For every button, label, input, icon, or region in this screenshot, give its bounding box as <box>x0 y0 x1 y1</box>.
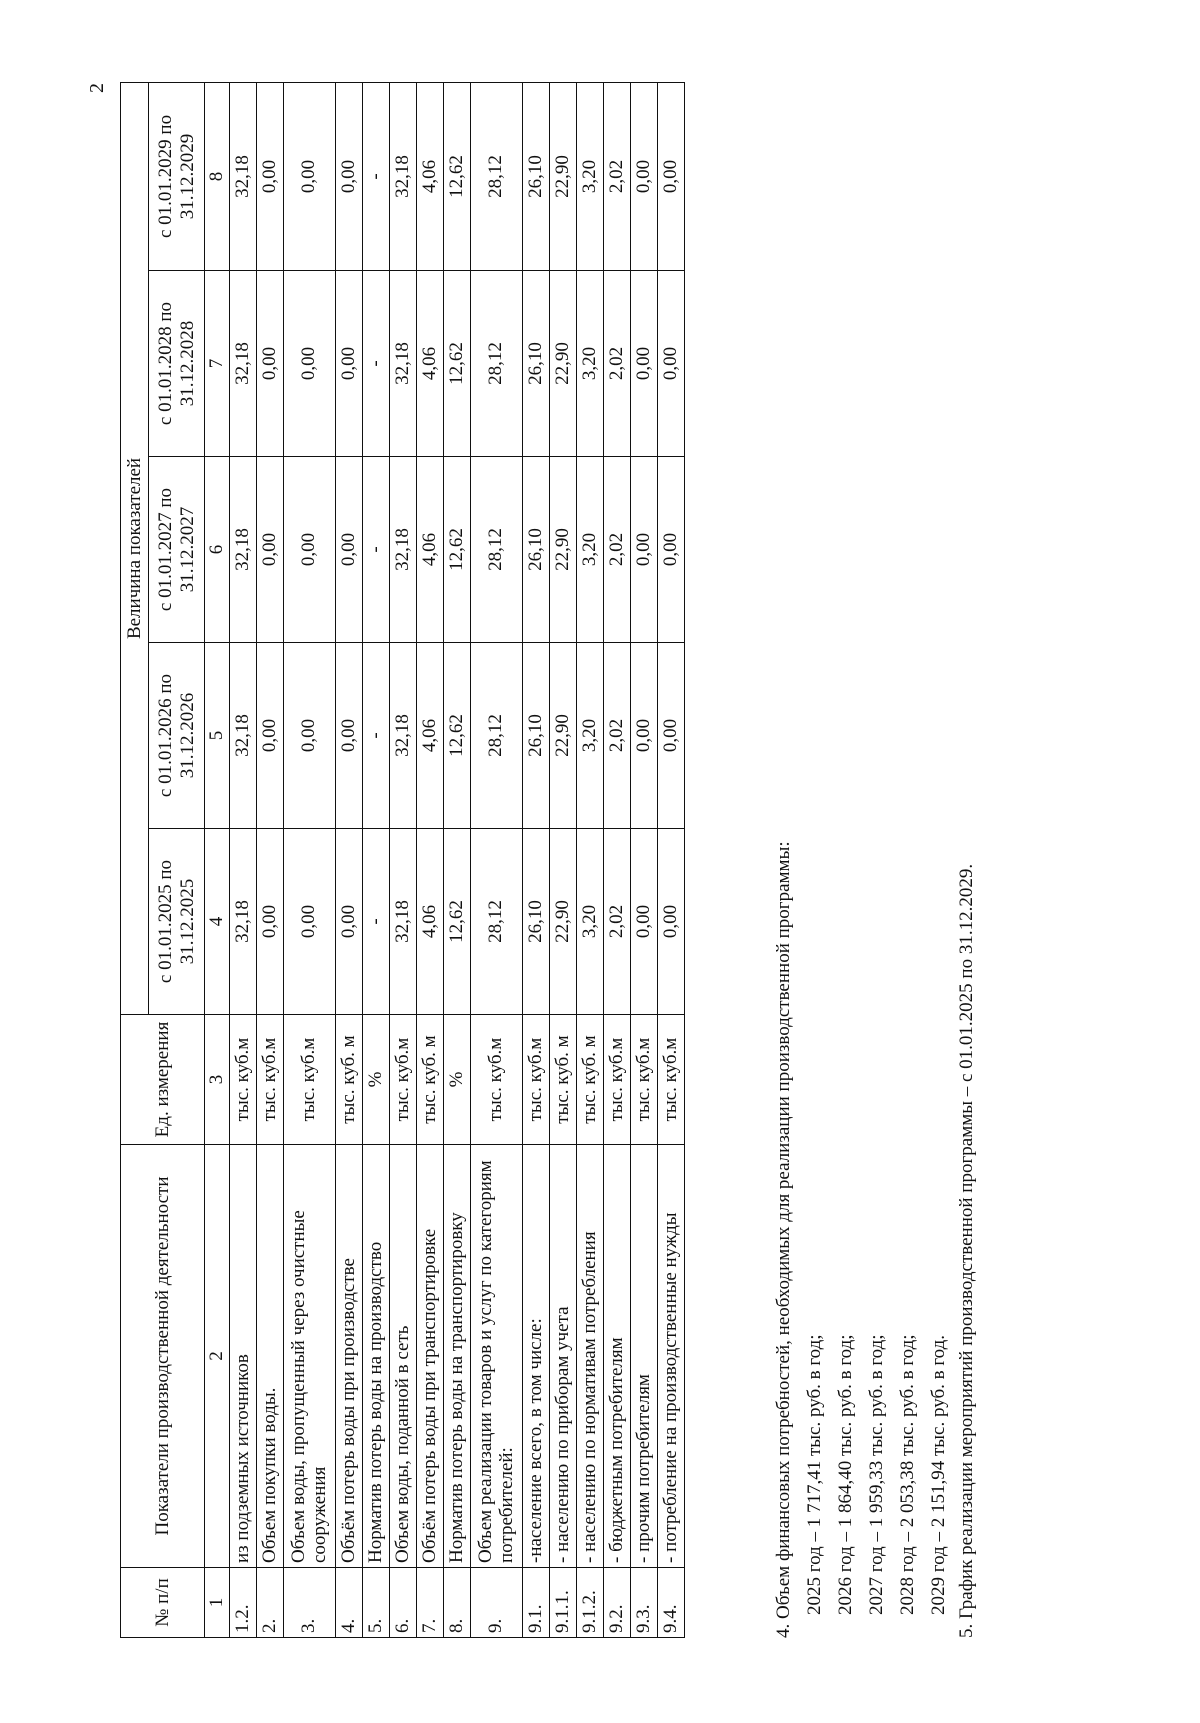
financial-needs-line: 2026 год – 1 864,40 тыс. руб. в год; <box>835 1334 856 1615</box>
column-number: 6 <box>205 457 230 643</box>
row-unit: тыс. куб.м <box>229 1015 256 1145</box>
row-value: 4,06 <box>416 829 443 1015</box>
table-body <box>229 82 684 1637</box>
column-number: 4 <box>205 829 230 1015</box>
row-value: 3,20 <box>576 82 603 270</box>
row-value: 3,20 <box>576 643 603 829</box>
row-indicator: -население всего, в том числе: <box>522 1145 549 1568</box>
row-value: 22,90 <box>549 643 576 829</box>
row-number: 9.1.2. <box>576 1568 603 1638</box>
row-unit: тыс. куб. м <box>549 1015 576 1145</box>
row-number: 4. <box>335 1568 362 1638</box>
row-value: - <box>362 457 389 643</box>
row-value: 0,00 <box>283 643 335 829</box>
row-value: 2,02 <box>603 271 630 457</box>
row-value: - <box>362 643 389 829</box>
row-value: 28,12 <box>470 457 522 643</box>
column-number: 8 <box>205 82 230 270</box>
table-row <box>389 82 416 1637</box>
row-value: 0,00 <box>630 829 657 1015</box>
row-value: 32,18 <box>389 271 416 457</box>
table-row <box>229 82 256 1637</box>
row-value: 26,10 <box>522 82 549 270</box>
row-value: 32,18 <box>229 457 256 643</box>
row-unit: тыс. куб. м <box>416 1015 443 1145</box>
row-number: 9.1.1. <box>549 1568 576 1638</box>
row-value: 0,00 <box>657 457 684 643</box>
row-value: 28,12 <box>470 643 522 829</box>
row-indicator: из подземных источников <box>229 1145 256 1568</box>
row-unit: тыс. куб. м <box>335 1015 362 1145</box>
row-indicator: Объем покупки воды. <box>256 1145 283 1568</box>
column-number: 5 <box>205 643 230 829</box>
row-value: 32,18 <box>389 643 416 829</box>
row-value: 32,18 <box>229 643 256 829</box>
table-row <box>630 82 657 1637</box>
row-unit: тыс. куб.м <box>389 1015 416 1145</box>
row-number: 6. <box>389 1568 416 1638</box>
column-number: 7 <box>205 271 230 457</box>
row-indicator: Объем реализации товаров и услуг по категориям потребителей: <box>470 1145 522 1568</box>
row-value: 22,90 <box>549 829 576 1015</box>
row-indicator: - населению по приборам учета <box>549 1145 576 1568</box>
row-indicator: - бюджетным потребителям <box>603 1145 630 1568</box>
schedule-section: 5. График реализации мероприятий производственной программы – с 01.01.2025 по 31.12.2029. <box>956 863 977 1638</box>
header-period: с 01.01.2027 по 31.12.2027 <box>149 457 205 643</box>
row-value: 32,18 <box>389 829 416 1015</box>
table-row <box>522 82 549 1637</box>
row-value: 26,10 <box>522 457 549 643</box>
production-indicators-table <box>120 82 685 1638</box>
table-row <box>283 82 335 1637</box>
row-value: 22,90 <box>549 457 576 643</box>
row-value: 0,00 <box>657 643 684 829</box>
header-unit: Ед. измерения <box>121 1015 205 1145</box>
header-group: Величина показателей <box>121 82 149 1014</box>
row-value: 0,00 <box>630 457 657 643</box>
row-value: 12,62 <box>443 82 470 270</box>
table-row <box>362 82 389 1637</box>
financial-needs-heading: 4. Объем финансовых потребностей, необходимых для реализации производственной программы: <box>773 841 794 1638</box>
row-value: 0,00 <box>256 457 283 643</box>
row-number: 3. <box>283 1568 335 1638</box>
row-indicator: Норматив потерь воды на транспортировку <box>443 1145 470 1568</box>
row-indicator: Объём потерь воды при транспортировке <box>416 1145 443 1568</box>
financial-needs-line: 2027 год – 1 959,33 тыс. руб. в год; <box>866 1334 887 1615</box>
row-value: 12,62 <box>443 829 470 1015</box>
header-num: № п/п <box>121 1568 205 1638</box>
row-unit: % <box>443 1015 470 1145</box>
table-row <box>256 82 283 1637</box>
row-indicator: - потребление на производственные нужды <box>657 1145 684 1568</box>
header-period: с 01.01.2026 по 31.12.2026 <box>149 643 205 829</box>
row-value: - <box>362 82 389 270</box>
row-number: 5. <box>362 1568 389 1638</box>
row-value: 0,00 <box>283 271 335 457</box>
row-number: 7. <box>416 1568 443 1638</box>
table-row <box>657 82 684 1637</box>
row-value: 0,00 <box>256 829 283 1015</box>
row-value: - <box>362 271 389 457</box>
row-unit: тыс. куб.м <box>283 1015 335 1145</box>
page-number: 2 <box>86 83 108 93</box>
row-unit: тыс. куб.м <box>603 1015 630 1145</box>
row-value: 2,02 <box>603 82 630 270</box>
header-period: с 01.01.2028 по 31.12.2028 <box>149 271 205 457</box>
header-period: с 01.01.2025 по 31.12.2025 <box>149 829 205 1015</box>
row-value: 0,00 <box>283 829 335 1015</box>
row-value: 3,20 <box>576 457 603 643</box>
row-value: 0,00 <box>630 82 657 270</box>
row-unit: тыс. куб. м <box>576 1015 603 1145</box>
financial-needs-line: 2025 год – 1 717,41 тыс. руб. в год; <box>804 1334 825 1615</box>
row-number: 9.3. <box>630 1568 657 1638</box>
row-value: 22,90 <box>549 271 576 457</box>
row-value: 28,12 <box>470 829 522 1015</box>
column-number: 1 <box>205 1568 230 1638</box>
table-row <box>416 82 443 1637</box>
row-number: 1.2. <box>229 1568 256 1638</box>
financial-needs-line: 2028 год – 2 053,38 тыс. руб. в год; <box>897 1334 918 1615</box>
row-value: 12,62 <box>443 271 470 457</box>
row-value: 0,00 <box>256 271 283 457</box>
header-period: с 01.01.2029 по 31.12.2029 <box>149 82 205 270</box>
row-value: 0,00 <box>256 82 283 270</box>
row-number: 8. <box>443 1568 470 1638</box>
row-unit: тыс. куб.м <box>470 1015 522 1145</box>
row-value: 22,90 <box>549 82 576 270</box>
table-row <box>335 82 362 1637</box>
row-unit: тыс. куб.м <box>657 1015 684 1145</box>
row-value: 4,06 <box>416 82 443 270</box>
row-value: 0,00 <box>283 82 335 270</box>
row-unit: % <box>362 1015 389 1145</box>
row-value: 0,00 <box>335 457 362 643</box>
row-value: 0,00 <box>630 643 657 829</box>
row-indicator: - населению по нормативам потребления <box>576 1145 603 1568</box>
header-indicator: Показатели производственной деятельности <box>121 1145 205 1568</box>
row-value: 2,02 <box>603 457 630 643</box>
row-number: 9.1. <box>522 1568 549 1638</box>
row-value: 4,06 <box>416 643 443 829</box>
table-row <box>443 82 470 1637</box>
row-value: 4,06 <box>416 457 443 643</box>
table-row <box>470 82 522 1637</box>
row-number: 9. <box>470 1568 522 1638</box>
row-value: 0,00 <box>657 82 684 270</box>
financial-needs-section <box>768 841 954 1638</box>
row-value: 32,18 <box>389 457 416 643</box>
row-value: 0,00 <box>630 271 657 457</box>
row-indicator: - прочим потребителям <box>630 1145 657 1568</box>
row-value: 0,00 <box>657 271 684 457</box>
row-value: 32,18 <box>229 82 256 270</box>
row-number: 2. <box>256 1568 283 1638</box>
row-value: 26,10 <box>522 829 549 1015</box>
row-value: 32,18 <box>229 271 256 457</box>
row-value: 0,00 <box>256 643 283 829</box>
row-number: 9.2. <box>603 1568 630 1638</box>
row-value: 2,02 <box>603 643 630 829</box>
row-unit: тыс. куб.м <box>522 1015 549 1145</box>
row-value: 28,12 <box>470 82 522 270</box>
row-number: 9.4. <box>657 1568 684 1638</box>
row-value: 4,06 <box>416 271 443 457</box>
row-indicator: Объем воды, поданной в сеть <box>389 1145 416 1568</box>
row-value: 0,00 <box>335 829 362 1015</box>
row-value: 0,00 <box>335 271 362 457</box>
row-value: 26,10 <box>522 271 549 457</box>
row-value: 12,62 <box>443 457 470 643</box>
table-row <box>603 82 630 1637</box>
row-unit: тыс. куб.м <box>630 1015 657 1145</box>
row-value: - <box>362 829 389 1015</box>
row-value: 26,10 <box>522 643 549 829</box>
row-value: 32,18 <box>229 829 256 1015</box>
column-number: 3 <box>205 1015 230 1145</box>
row-value: 2,02 <box>603 829 630 1015</box>
row-value: 28,12 <box>470 271 522 457</box>
table-row <box>549 82 576 1637</box>
row-value: 0,00 <box>335 643 362 829</box>
row-unit: тыс. куб.м <box>256 1015 283 1145</box>
row-value: 32,18 <box>389 82 416 270</box>
table-row <box>576 82 603 1637</box>
row-value: 3,20 <box>576 271 603 457</box>
row-value: 0,00 <box>335 82 362 270</box>
row-value: 0,00 <box>283 457 335 643</box>
row-value: 12,62 <box>443 643 470 829</box>
financial-needs-line: 2029 год – 2 151,94 тыс. руб. в год. <box>928 1334 949 1615</box>
row-indicator: Объём потерь воды при производстве <box>335 1145 362 1568</box>
row-indicator: Объем воды, пропущенный через очистные сооружения <box>283 1145 335 1568</box>
row-indicator: Норматив потерь воды на производство <box>362 1145 389 1568</box>
column-number: 2 <box>205 1145 230 1568</box>
row-value: 0,00 <box>657 829 684 1015</box>
row-value: 3,20 <box>576 829 603 1015</box>
